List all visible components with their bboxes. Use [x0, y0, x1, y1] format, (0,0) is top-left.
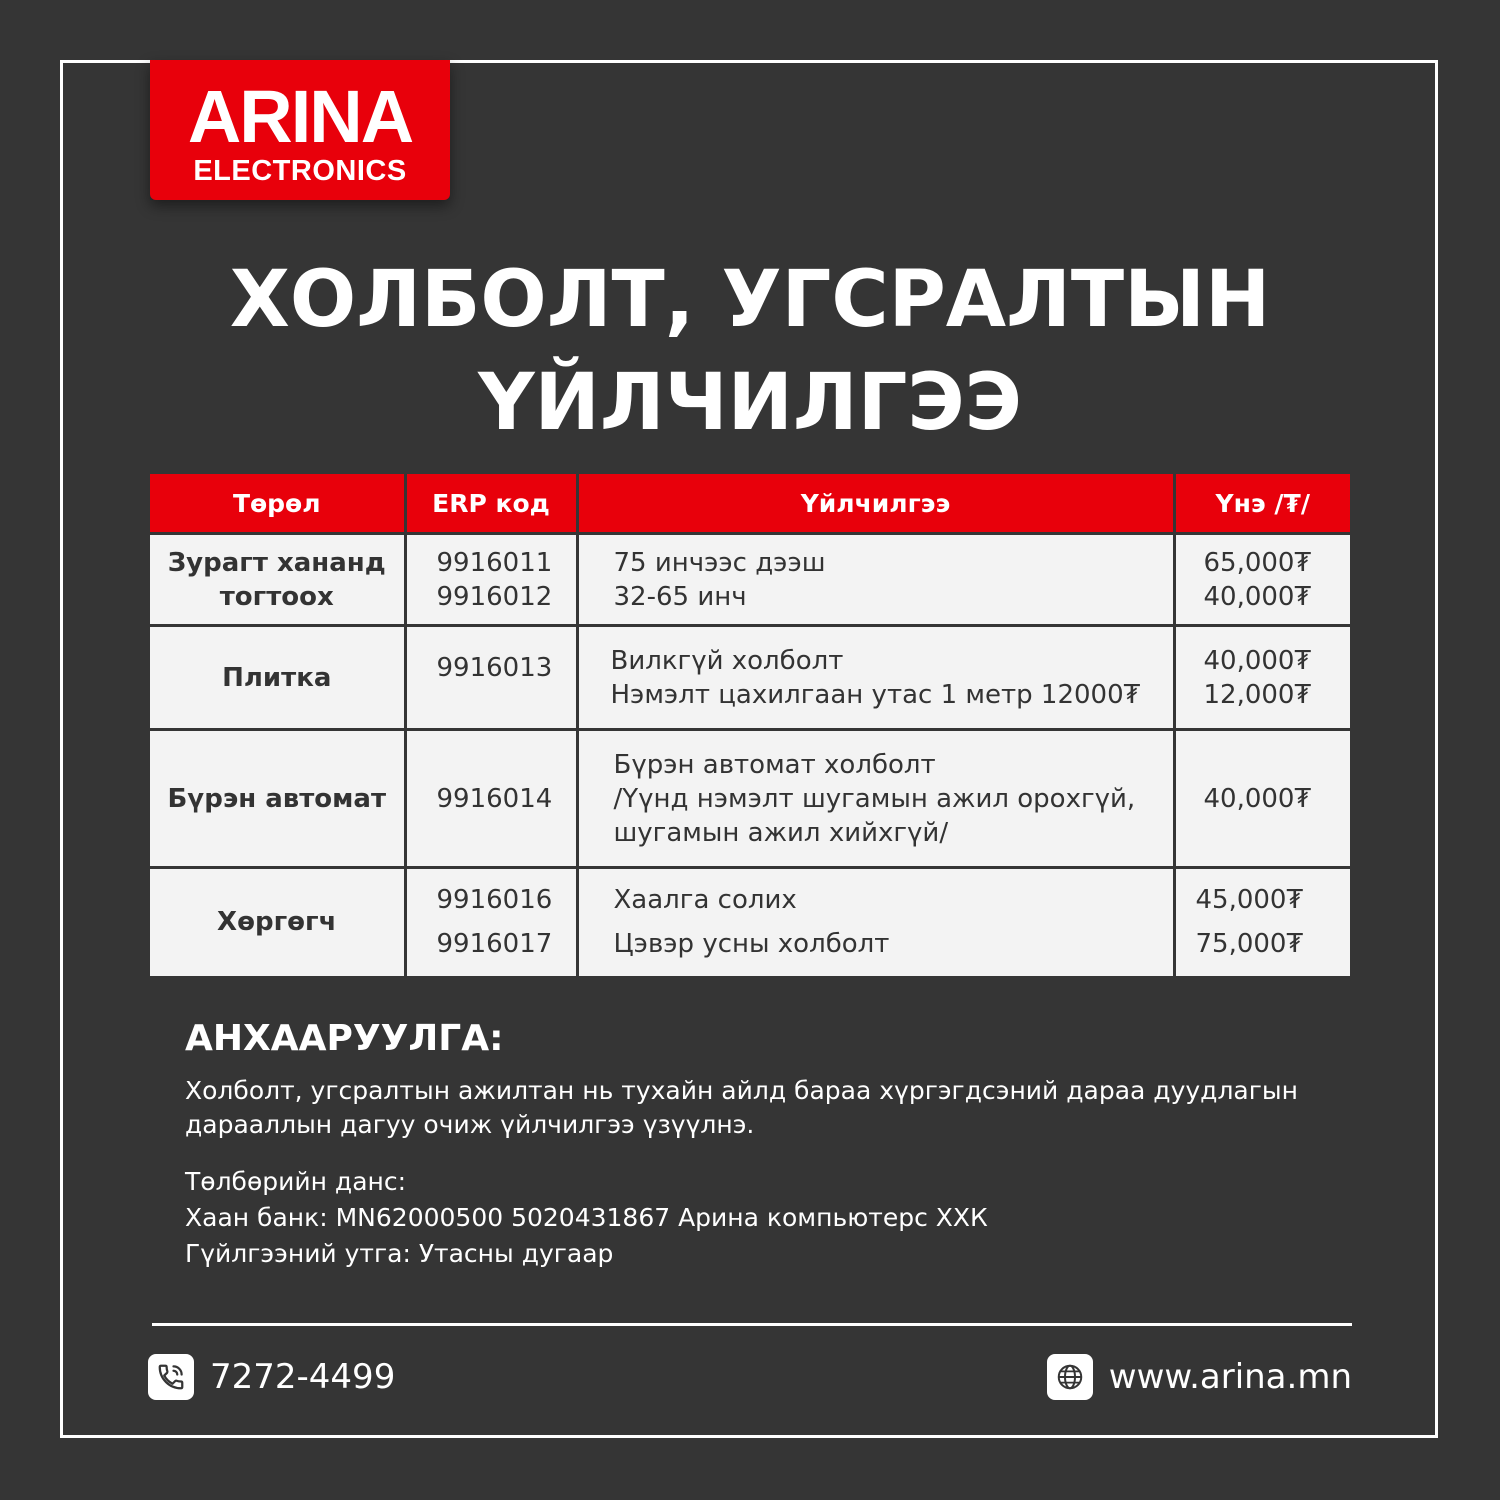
- price-value: 40,000₮: [1203, 581, 1312, 612]
- cell-erp-code: [405, 534, 577, 626]
- service-text: 32-65 инч: [613, 581, 747, 612]
- cell-price: [1174, 534, 1350, 626]
- footer-divider: [152, 1323, 1352, 1326]
- erp-code: 9916017: [436, 929, 553, 960]
- table-row: [150, 730, 1350, 868]
- globe-icon: [1047, 1354, 1093, 1400]
- cell-erp-code: [405, 730, 577, 868]
- notice-title: АНХААРУУЛГА:: [185, 1018, 504, 1059]
- service-text: шугамын ажил хийхгүй/: [613, 817, 949, 848]
- brand-subtitle: ELECTRONICS: [193, 155, 407, 187]
- cell-service: [577, 730, 1174, 868]
- website-url: www.arina.mn: [1108, 1357, 1352, 1397]
- service-price-table: [150, 474, 1350, 976]
- erp-code: 9916012: [436, 581, 553, 612]
- phone-icon: [148, 1354, 194, 1400]
- header-service: Үйлчилгээ: [577, 474, 1174, 534]
- cell-erp-code: [405, 626, 577, 730]
- service-text: /Үүнд нэмэлт шугамын ажил орохгүй,: [613, 783, 1136, 814]
- header-price: Үнэ /₮/: [1174, 474, 1350, 534]
- service-text: Нэмэлт цахилгаан утас 1 метр 12000₮: [610, 679, 1141, 710]
- price-value: 65,000₮: [1203, 547, 1312, 578]
- page-title-line-1: ХОЛБОЛТ, УГСРАЛТЫН: [229, 255, 1271, 345]
- cell-price: [1174, 868, 1350, 976]
- cell-type: [150, 868, 405, 976]
- page-title-line-2: ҮЙЛЧИЛГЭЭ: [478, 358, 1022, 448]
- type-text: Хөргөгч: [217, 907, 337, 938]
- service-text: 75 инчээс дээш: [613, 547, 826, 578]
- service-text: Бүрэн автомат холболт: [613, 749, 936, 780]
- cell-service: [577, 534, 1174, 626]
- type-text: тогтоох: [219, 581, 334, 612]
- price-value: 75,000₮: [1195, 929, 1304, 960]
- erp-code: 9916011: [436, 547, 553, 578]
- cell-type: [150, 730, 405, 868]
- cell-price: [1174, 730, 1350, 868]
- cell-price: [1174, 626, 1350, 730]
- brand-logo: [150, 60, 450, 200]
- table-row: [150, 626, 1350, 730]
- price-value: 40,000₮: [1203, 783, 1312, 814]
- brand-name: ARINA: [187, 75, 413, 158]
- price-value: 40,000₮: [1203, 645, 1312, 676]
- price-value: 12,000₮: [1203, 679, 1312, 710]
- cell-service: [577, 626, 1174, 730]
- notice-body: Холболт, угсралтын ажилтан нь тухайн айлд бараа хүргэгдсэний дараа дуудлагын дарааллын дагуу очиж үйлчилгээ үзүүлнэ.: [185, 1076, 1298, 1139]
- cell-type: [150, 626, 405, 730]
- table-row: [150, 534, 1350, 626]
- header-erp-code: ERP код: [405, 474, 577, 534]
- phone-contact[interactable]: [148, 1352, 395, 1402]
- cell-type: [150, 534, 405, 626]
- payment-reference: Гүйлгээний утга: Утасны дугаар: [185, 1239, 614, 1268]
- payment-label: Төлбөрийн данс:: [185, 1167, 407, 1196]
- erp-code: 9916014: [436, 783, 553, 814]
- table-header-row: [150, 474, 1350, 534]
- erp-code: 9916013: [436, 653, 553, 683]
- website-link[interactable]: [1047, 1352, 1352, 1402]
- type-text: Зурагт хананд: [167, 547, 386, 578]
- cell-erp-code: [405, 868, 577, 976]
- price-value: 45,000₮: [1195, 885, 1304, 916]
- service-text: Хаалга солих: [613, 885, 797, 916]
- phone-number: 7272-4499: [210, 1357, 396, 1397]
- table-row: [150, 868, 1350, 976]
- type-text: Плитка: [222, 662, 332, 693]
- service-text: Цэвэр усны холболт: [613, 929, 890, 960]
- erp-code: 9916016: [436, 885, 553, 916]
- header-type: Төрөл: [150, 474, 405, 534]
- payment-bank-account: Хаан банк: MN62000500 5020431867 Арина компьютерс ХХК: [185, 1203, 988, 1232]
- cell-service: [577, 868, 1174, 976]
- type-text: Бүрэн автомат: [167, 783, 387, 814]
- payment-info: [185, 1164, 988, 1272]
- service-text: Вилкгүй холболт: [610, 645, 844, 676]
